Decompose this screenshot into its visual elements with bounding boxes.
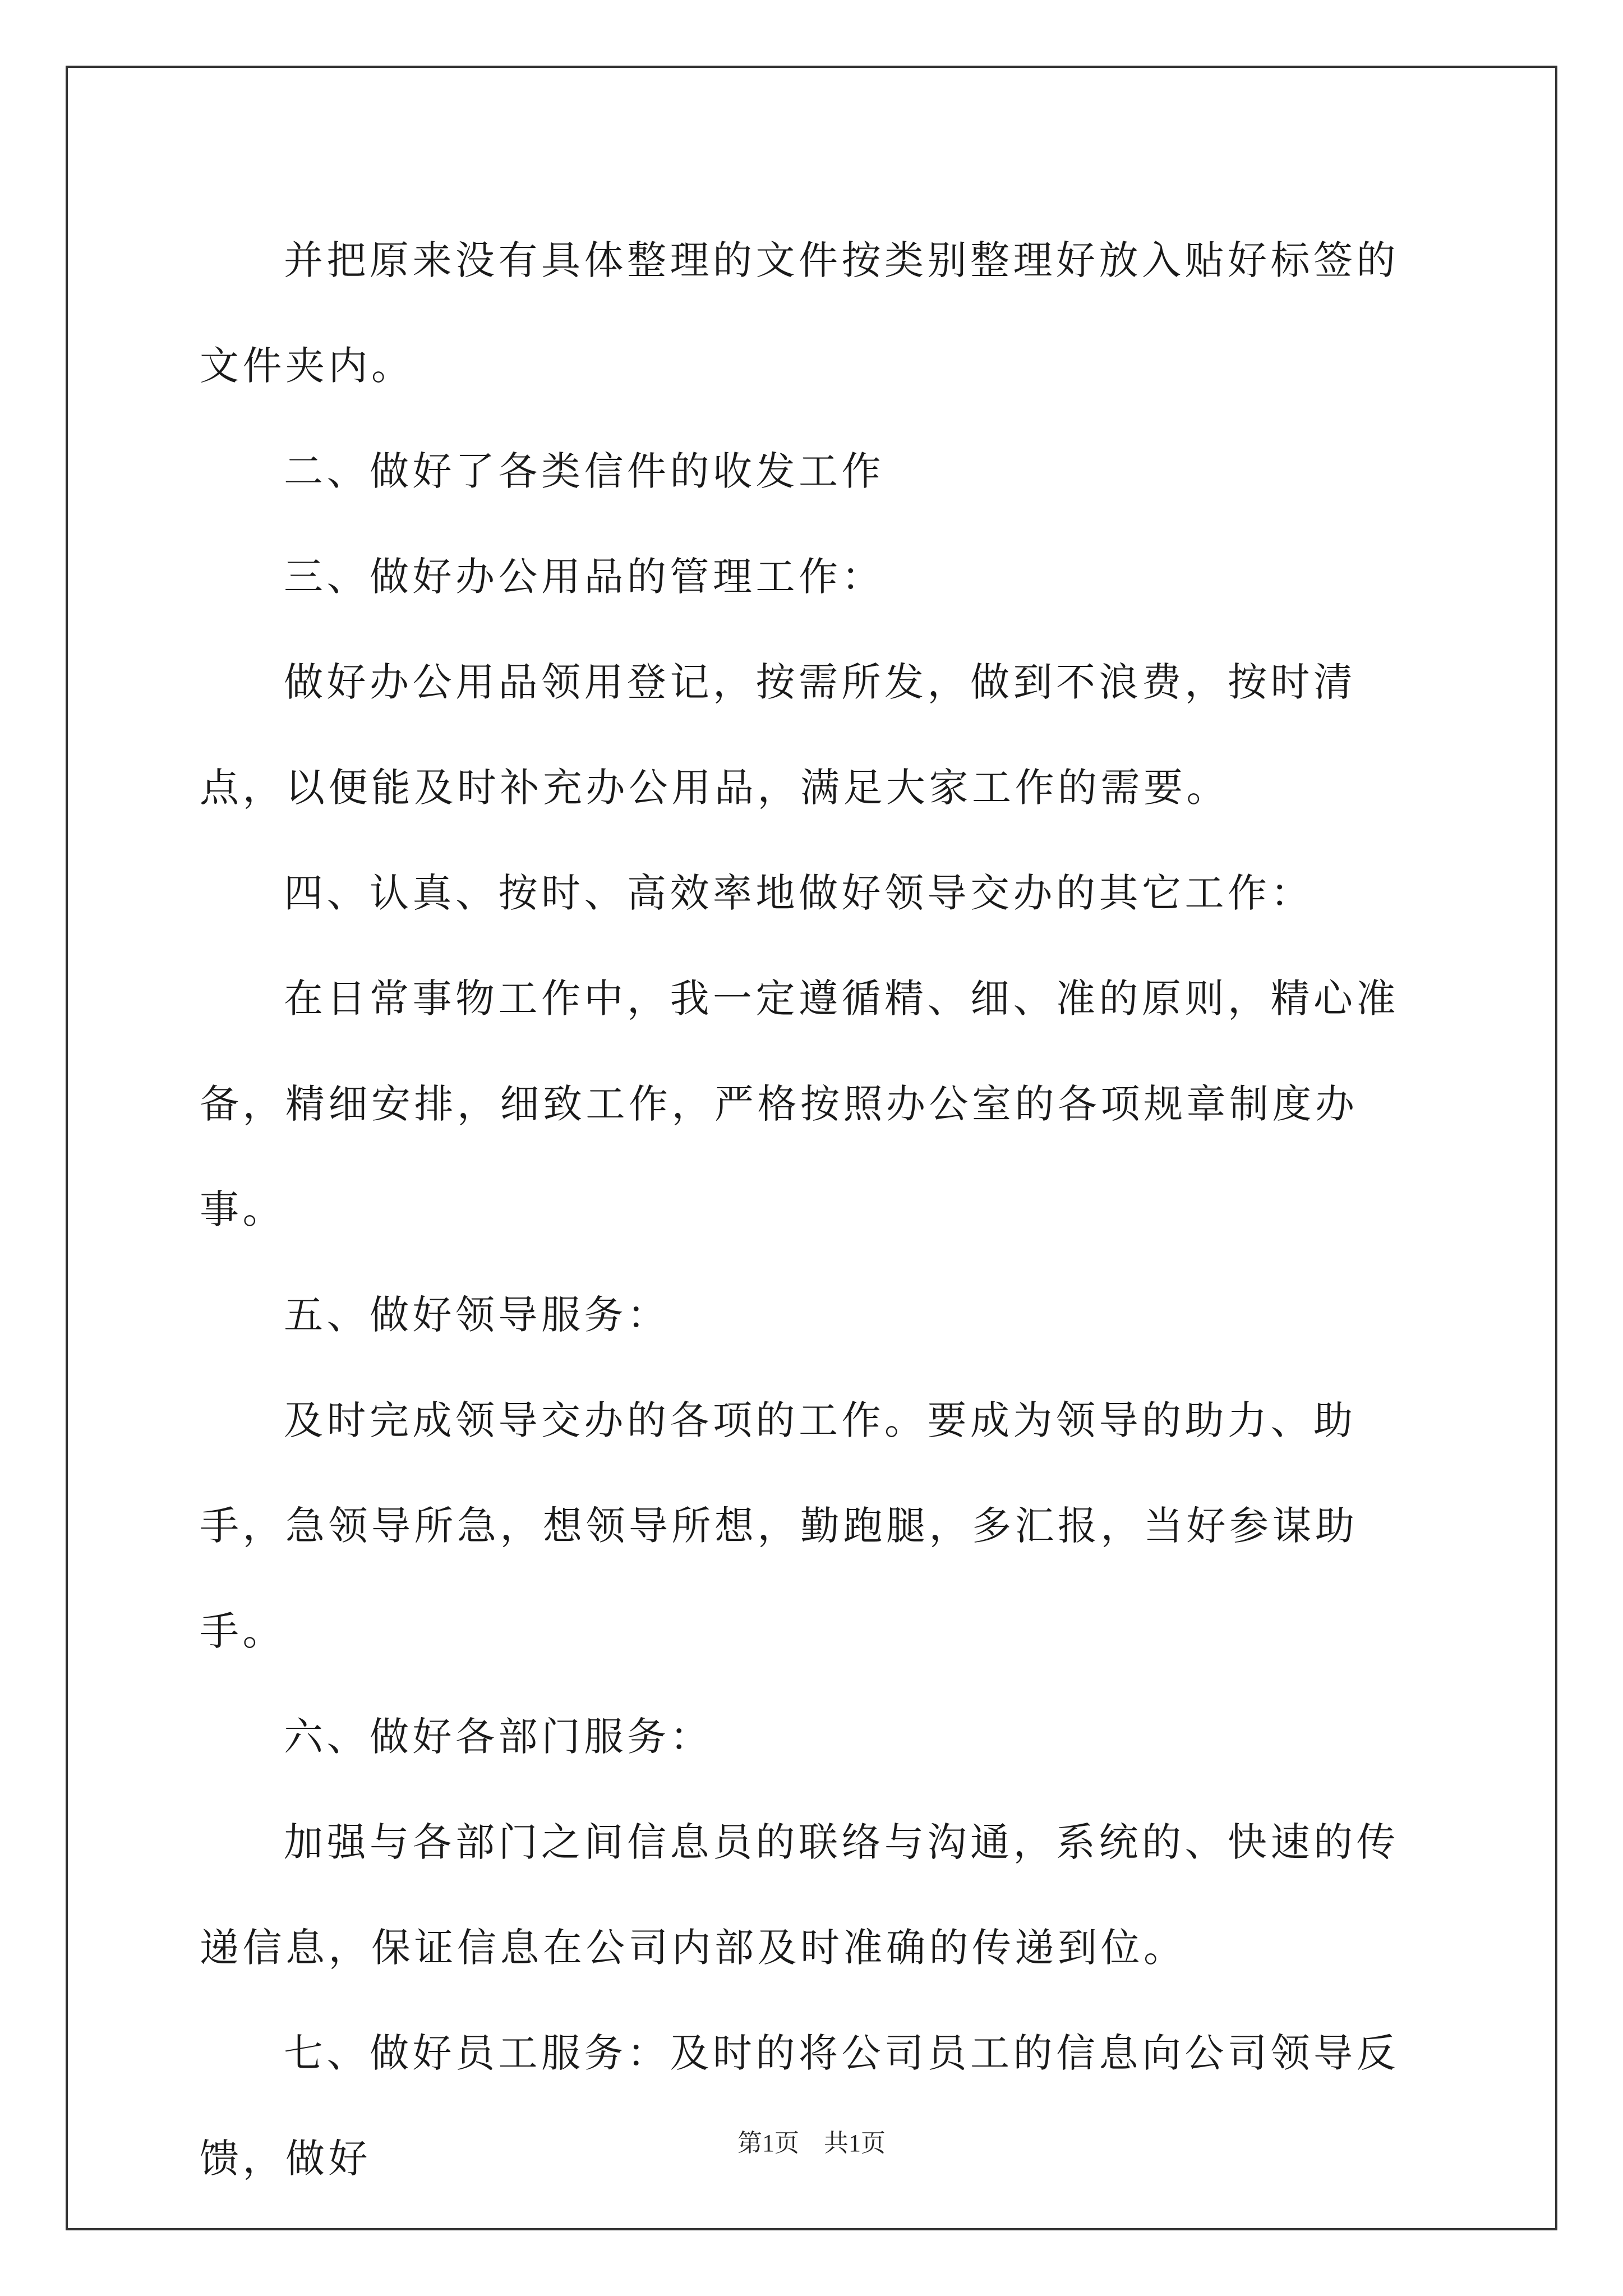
paragraph-item-five: 五、做好领导服务：: [284, 1292, 670, 1338]
paragraph-office-supplies: 做好办公用品领用登记，按需所发，做到不浪费，按时清点，以便能及时补充办公用品，满足大家工作的需要。: [200, 659, 1357, 811]
paragraph-item-seven: 七、做好员工服务：及时的将公司员工的信息向公司领导反馈，做好: [200, 2030, 1399, 2182]
paragraph-daily-affairs: 在日常事物工作中，我一定遵循精、细、准的原则，精心准备，精细安排，细致工作，严格按照办公室的各项规章制度办事。: [200, 976, 1399, 1232]
paragraph-item-six: 六、做好各部门服务：: [284, 1714, 713, 1760]
paragraph-department-service: 加强与各部门之间信息员的联络与沟通，系统的、快速的传递信息，保证信息在公司内部及时准确的传递到位。: [200, 1819, 1399, 1971]
paragraph-continuation: 并把原来没有具体整理的文件按类别整理好放入贴好标签的文件夹内。: [200, 237, 1399, 389]
page-number-footer: 第1页 共1页: [737, 2129, 886, 2157]
document-body: [200, 208, 1433, 2211]
paragraph-leader-service: 及时完成领导交办的各项的工作。要成为领导的助力、助手，急领导所急，想领导所想，勤跑腿，多汇报，当好参谋助手。: [200, 1397, 1358, 1654]
paragraph-item-four: 四、认真、按时、高效率地做好领导交办的其它工作：: [284, 870, 1313, 916]
paragraph-item-two: 二、做好了各类信件的收发工作: [284, 448, 884, 494]
paragraph-item-three: 三、做好办公用品的管理工作：: [284, 554, 884, 600]
